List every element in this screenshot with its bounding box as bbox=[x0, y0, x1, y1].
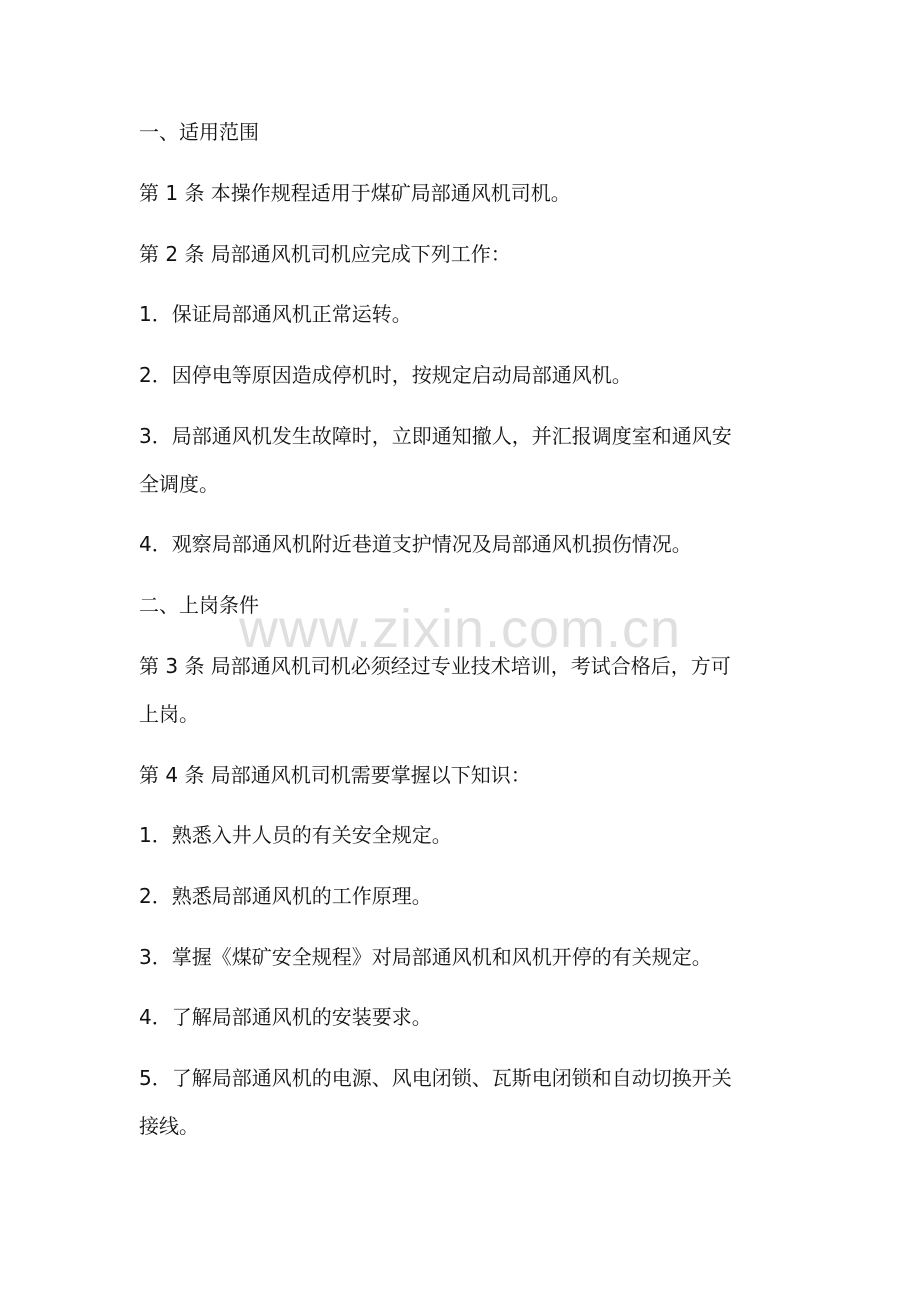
section-heading-qualification: 二、上岗条件 bbox=[139, 593, 259, 617]
list-item: 4．了解局部通风机的安装要求。 bbox=[139, 1005, 432, 1029]
article-2: 第 2 条 局部通风机司机应完成下列工作： bbox=[139, 242, 511, 266]
article-1: 第 1 条 本操作规程适用于煤矿局部通风机司机。 bbox=[139, 181, 571, 205]
list-item: 1．熟悉入井人员的有关安全规定。 bbox=[139, 823, 452, 847]
article-3: 第 3 条 局部通风机司机必须经过专业技术培训，考试合格后，方可 bbox=[139, 654, 731, 678]
list-item: 2．熟悉局部通风机的工作原理。 bbox=[139, 884, 432, 908]
section-heading-scope: 一、适用范围 bbox=[139, 120, 259, 144]
list-item: 3．掌握《煤矿安全规程》对局部通风机和风机开停的有关规定。 bbox=[139, 945, 712, 969]
article-4: 第 4 条 局部通风机司机需要掌握以下知识： bbox=[139, 763, 531, 787]
list-item-continuation: 全调度。 bbox=[139, 472, 219, 496]
list-item: 5．了解局部通风机的电源、风电闭锁、瓦斯电闭锁和自动切换开关 bbox=[139, 1066, 732, 1090]
list-item: 2．因停电等原因造成停机时，按规定启动局部通风机。 bbox=[139, 363, 632, 387]
list-item: 3．局部通风机发生故障时，立即通知撤人，并汇报调度室和通风安 bbox=[139, 424, 732, 448]
list-item-continuation: 接线。 bbox=[139, 1114, 199, 1138]
list-item: 4．观察局部通风机附近巷道支护情况及局部通风机损伤情况。 bbox=[139, 532, 692, 556]
list-item: 1．保证局部通风机正常运转。 bbox=[139, 302, 412, 326]
watermark: www.zixin.com.cn bbox=[238, 599, 682, 659]
article-3-continuation: 上岗。 bbox=[139, 702, 199, 726]
